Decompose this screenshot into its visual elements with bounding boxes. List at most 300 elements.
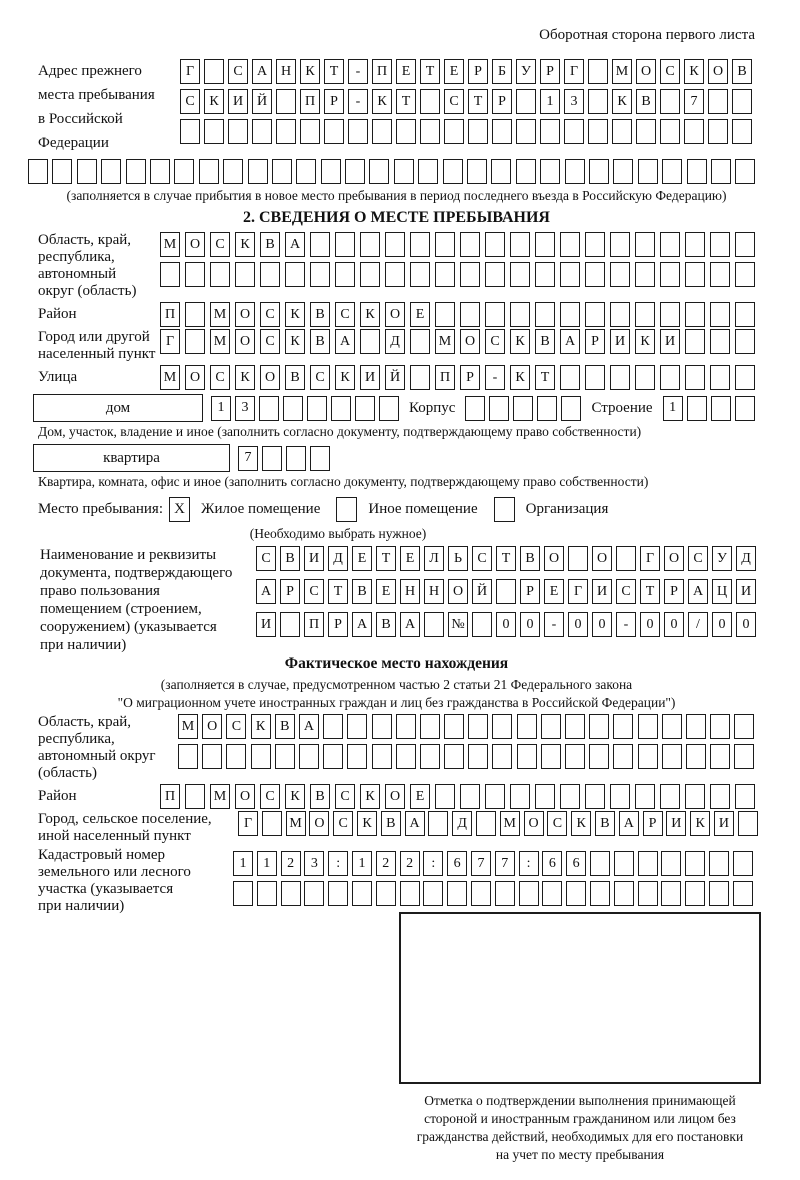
- char-cell: О: [235, 302, 255, 327]
- label-line: населенный пункт: [38, 346, 156, 362]
- char-cell: [235, 262, 255, 287]
- char-cell: [396, 714, 416, 739]
- char-cell: [276, 89, 296, 114]
- char-cell: [460, 232, 480, 257]
- char-cell: [687, 396, 707, 421]
- char-cell: 7: [471, 851, 491, 876]
- char-cell: И: [666, 811, 686, 836]
- char-cell: К: [285, 329, 305, 354]
- char-row-prev-address-3: [180, 119, 752, 144]
- char-cell: Н: [276, 59, 296, 84]
- char-cell: П: [304, 612, 324, 637]
- char-cell: [560, 232, 580, 257]
- char-cell: А: [688, 579, 708, 604]
- char-cell: [685, 784, 705, 809]
- char-cell: С: [485, 329, 505, 354]
- char-cell: Б: [492, 59, 512, 84]
- char-cell: [495, 881, 515, 906]
- char-cell: О: [592, 546, 612, 571]
- char-cell: [540, 119, 560, 144]
- char-cell: А: [335, 329, 355, 354]
- char-cell: К: [360, 302, 380, 327]
- char-cell: [233, 881, 253, 906]
- char-cell: О: [544, 546, 564, 571]
- char-cell: Р: [280, 579, 300, 604]
- char-cell: [492, 744, 512, 769]
- char-cell: [638, 881, 658, 906]
- char-cell: [252, 119, 272, 144]
- char-cell: [468, 119, 488, 144]
- char-cell: 6: [566, 851, 586, 876]
- char-cell: И: [592, 579, 612, 604]
- char-cell: 7: [238, 446, 258, 471]
- char-cell: А: [299, 714, 319, 739]
- char-row-prev-address-4: [28, 159, 755, 184]
- char-cell: [376, 881, 396, 906]
- char-cell: [560, 262, 580, 287]
- char-cell: [272, 159, 292, 184]
- char-cell: К: [251, 714, 271, 739]
- char-cell: [686, 714, 706, 739]
- label-line: республика,: [38, 249, 115, 265]
- char-cell: Т: [420, 59, 440, 84]
- char-cell: [732, 119, 752, 144]
- char-cell: [331, 396, 351, 421]
- char-row-actual-city: [238, 811, 758, 836]
- char-cell: [565, 159, 585, 184]
- city-block: [38, 329, 755, 363]
- char-cell: [684, 119, 704, 144]
- char-row-stroenie: [663, 396, 755, 421]
- char-cell: [660, 262, 680, 287]
- char-cell: В: [636, 89, 656, 114]
- char-cell: [410, 232, 430, 257]
- char-cell: Т: [640, 579, 660, 604]
- char-cell: П: [435, 365, 455, 390]
- char-cell: А: [352, 612, 372, 637]
- char-cell: [468, 714, 488, 739]
- char-cell: В: [310, 329, 330, 354]
- char-cell: [610, 232, 630, 257]
- char-cell: 1: [540, 89, 560, 114]
- char-cell: [471, 881, 491, 906]
- char-cell: [360, 232, 380, 257]
- char-row-street: [160, 365, 755, 390]
- char-cell: [485, 262, 505, 287]
- char-cell: Р: [492, 89, 512, 114]
- char-cell: О: [664, 546, 684, 571]
- char-cell: У: [516, 59, 536, 84]
- char-cell: [535, 784, 555, 809]
- label-line: при наличии): [40, 637, 127, 653]
- char-cell: [372, 744, 392, 769]
- char-cell: Г: [564, 59, 584, 84]
- char-cell: Н: [400, 579, 420, 604]
- char-cell: О: [708, 59, 728, 84]
- char-cell: Е: [544, 579, 564, 604]
- char-cell: [513, 396, 533, 421]
- other-premises-checkbox: [336, 497, 357, 522]
- char-cell: [585, 302, 605, 327]
- char-cell: [275, 744, 295, 769]
- char-cell: В: [535, 329, 555, 354]
- char-cell: [310, 232, 330, 257]
- char-cell: Д: [385, 329, 405, 354]
- char-cell: К: [360, 784, 380, 809]
- char-cell: [662, 714, 682, 739]
- char-cell: [610, 302, 630, 327]
- char-cell: -: [348, 59, 368, 84]
- house-row: [33, 394, 755, 422]
- char-cell: М: [286, 811, 306, 836]
- char-cell: Г: [238, 811, 258, 836]
- char-cell: С: [335, 784, 355, 809]
- char-cell: [174, 159, 194, 184]
- char-cell: [660, 784, 680, 809]
- char-cell: [335, 262, 355, 287]
- char-cell: [588, 89, 608, 114]
- stay-option-residential: [169, 497, 320, 522]
- char-cell: В: [260, 232, 280, 257]
- char-cell: А: [285, 232, 305, 257]
- char-cell: 1: [211, 396, 231, 421]
- char-row-region-1: [160, 232, 755, 257]
- char-cell: [28, 159, 48, 184]
- char-row-actual-region-2: [178, 744, 754, 769]
- char-cell: И: [228, 89, 248, 114]
- char-cell: [492, 119, 512, 144]
- char-cell: [335, 232, 355, 257]
- region-label: [38, 232, 160, 300]
- char-cell: [735, 365, 755, 390]
- char-row-prev-address-1: [180, 59, 752, 84]
- label-line: участка (указывается: [38, 881, 174, 897]
- stroenie-label: Строение: [591, 399, 653, 416]
- char-cell: [614, 851, 634, 876]
- char-cell: [476, 811, 496, 836]
- label-line: документа, подтверждающего: [40, 565, 233, 581]
- char-cell: В: [595, 811, 615, 836]
- actual-region-block: [38, 714, 755, 782]
- char-cell: К: [335, 365, 355, 390]
- char-cell: К: [571, 811, 591, 836]
- label-line: Область, край,: [38, 232, 132, 248]
- char-cell: [685, 881, 705, 906]
- char-cell: [472, 612, 492, 637]
- char-cell: [590, 851, 610, 876]
- char-cell: [565, 744, 585, 769]
- caption-line: гражданства действий, необходимых для его постановки: [416, 1129, 744, 1144]
- char-cell: С: [260, 784, 280, 809]
- prev-address-label: [38, 59, 180, 155]
- char-cell: Ц: [712, 579, 732, 604]
- street-block: [38, 365, 755, 390]
- char-cell: М: [612, 59, 632, 84]
- char-cell: [323, 714, 343, 739]
- char-cell: [223, 159, 243, 184]
- char-cell: 0: [520, 612, 540, 637]
- char-cell: Й: [472, 579, 492, 604]
- char-cell: [685, 851, 705, 876]
- char-cell: [410, 262, 430, 287]
- label-line: автономный округ: [38, 748, 156, 764]
- organization-checkbox: [494, 497, 515, 522]
- korpus-label: Корпус: [409, 399, 456, 416]
- char-cell: 2: [281, 851, 301, 876]
- label-line: Наименование и реквизиты: [40, 547, 217, 563]
- stay-option-other: [336, 497, 477, 522]
- char-cell: [510, 784, 530, 809]
- caption-line: на учет по месту пребывания: [495, 1147, 665, 1162]
- char-cell: [732, 89, 752, 114]
- region-block: [38, 232, 755, 300]
- char-cell: [685, 302, 705, 327]
- char-cell: У: [712, 546, 732, 571]
- caption-line: (заполняется в случае, предусмотренном частью 2 статьи 21 Федерального закона: [160, 677, 633, 692]
- char-cell: П: [160, 302, 180, 327]
- char-row-document-2: [256, 579, 756, 604]
- char-cell: С: [660, 59, 680, 84]
- char-cell: И: [256, 612, 276, 637]
- char-cell: С: [226, 714, 246, 739]
- char-cell: [424, 612, 444, 637]
- char-cell: И: [304, 546, 324, 571]
- actual-location-title: Фактическое место нахождения: [284, 655, 509, 672]
- char-cell: [180, 119, 200, 144]
- char-cell: [150, 159, 170, 184]
- char-cell: [585, 365, 605, 390]
- char-cell: [710, 329, 730, 354]
- char-cell: В: [275, 714, 295, 739]
- char-cell: [535, 302, 555, 327]
- char-cell: С: [304, 579, 324, 604]
- label-line: автономный: [38, 266, 117, 282]
- char-cell: [262, 446, 282, 471]
- char-cell: [685, 329, 705, 354]
- label-line: округ (область): [38, 283, 137, 299]
- char-cell: [307, 396, 327, 421]
- char-cell: [638, 744, 658, 769]
- char-cell: Р: [643, 811, 663, 836]
- char-cell: [420, 714, 440, 739]
- prev-address-rows: [180, 59, 752, 144]
- char-cell: Р: [585, 329, 605, 354]
- char-cell: [710, 232, 730, 257]
- char-cell: Р: [664, 579, 684, 604]
- actual-city-block: [38, 811, 755, 845]
- char-row-cadastre-1: [233, 851, 753, 876]
- char-cell: 2: [400, 851, 420, 876]
- char-cell: [379, 396, 399, 421]
- char-cell: [355, 396, 375, 421]
- char-cell: Д: [328, 546, 348, 571]
- char-cell: [710, 714, 730, 739]
- char-cell: [735, 302, 755, 327]
- apartment-row: [33, 444, 755, 472]
- char-cell: [444, 744, 464, 769]
- char-cell: Т: [468, 89, 488, 114]
- char-cell: [489, 396, 509, 421]
- char-cell: [420, 744, 440, 769]
- char-cell: [612, 119, 632, 144]
- char-cell: 6: [542, 851, 562, 876]
- char-cell: [537, 396, 557, 421]
- char-cell: [248, 159, 268, 184]
- char-cell: И: [660, 329, 680, 354]
- section2-title: 2. СВЕДЕНИЯ О МЕСТЕ ПРЕБЫВАНИЯ: [243, 209, 550, 226]
- char-cell: 0: [568, 612, 588, 637]
- char-cell: [734, 714, 754, 739]
- document-label: [38, 546, 256, 654]
- char-row-actual-region-1: [178, 714, 754, 739]
- char-cell: 0: [592, 612, 612, 637]
- char-cell: М: [210, 302, 230, 327]
- char-cell: [435, 784, 455, 809]
- label-line: Область, край,: [38, 714, 132, 730]
- char-cell: [638, 714, 658, 739]
- char-cell: [708, 89, 728, 114]
- char-cell: [711, 396, 731, 421]
- char-cell: С: [260, 302, 280, 327]
- char-cell: С: [547, 811, 567, 836]
- char-cell: [735, 396, 755, 421]
- char-cell: [660, 365, 680, 390]
- char-cell: В: [285, 365, 305, 390]
- char-cell: О: [202, 714, 222, 739]
- district-label: Район: [38, 306, 77, 322]
- char-cell: [296, 159, 316, 184]
- char-cell: В: [352, 579, 372, 604]
- char-cell: [733, 851, 753, 876]
- char-cell: 0: [664, 612, 684, 637]
- char-cell: [738, 811, 758, 836]
- char-cell: К: [300, 59, 320, 84]
- char-cell: [616, 546, 636, 571]
- char-cell: К: [235, 365, 255, 390]
- char-cell: [460, 302, 480, 327]
- char-cell: [541, 714, 561, 739]
- char-cell: [283, 396, 303, 421]
- char-cell: А: [256, 579, 276, 604]
- char-cell: [588, 119, 608, 144]
- caption-line: Отметка о подтверждении выполнения принимающей: [424, 1093, 736, 1108]
- char-cell: :: [423, 851, 443, 876]
- char-cell: С: [616, 579, 636, 604]
- char-cell: [52, 159, 72, 184]
- char-cell: [423, 881, 443, 906]
- label-line: Адрес прежнего: [38, 63, 142, 79]
- char-cell: /: [688, 612, 708, 637]
- char-cell: О: [460, 329, 480, 354]
- char-cell: О: [385, 302, 405, 327]
- char-cell: [178, 744, 198, 769]
- char-row-prev-address-2: [180, 89, 752, 114]
- char-cell: П: [300, 89, 320, 114]
- char-cell: [394, 159, 414, 184]
- char-cell: Т: [328, 579, 348, 604]
- label-line: иной населенный пункт: [38, 828, 191, 844]
- char-cell: [710, 262, 730, 287]
- label-line: Федерации: [38, 135, 109, 151]
- char-cell: К: [690, 811, 710, 836]
- char-cell: -: [544, 612, 564, 637]
- char-cell: Д: [736, 546, 756, 571]
- char-cell: [635, 784, 655, 809]
- char-row-cadastre-2: [233, 881, 753, 906]
- organization-label: Организация: [525, 500, 609, 517]
- char-cell: К: [204, 89, 224, 114]
- char-cell: [304, 881, 324, 906]
- char-cell: [662, 744, 682, 769]
- char-cell: [710, 302, 730, 327]
- actual-district-label: Район: [38, 788, 77, 804]
- house-label-box: дом: [33, 394, 203, 422]
- char-cell: [352, 881, 372, 906]
- char-cell: О: [185, 365, 205, 390]
- char-cell: 7: [495, 851, 515, 876]
- char-cell: Д: [452, 811, 472, 836]
- char-cell: [635, 365, 655, 390]
- char-cell: М: [500, 811, 520, 836]
- label-line: республика,: [38, 731, 115, 747]
- char-cell: [660, 89, 680, 114]
- char-cell: [410, 329, 430, 354]
- char-cell: П: [372, 59, 392, 84]
- char-cell: [636, 119, 656, 144]
- apartment-caption: Квартира, комната, офис и иное (заполнить согласно документу, подтверждающему право собственности): [38, 474, 649, 489]
- header-note: Оборотная сторона первого листа: [539, 27, 755, 43]
- char-cell: [510, 232, 530, 257]
- char-cell: [257, 881, 277, 906]
- char-cell: [687, 159, 707, 184]
- char-cell: О: [235, 784, 255, 809]
- char-cell: [638, 851, 658, 876]
- char-cell: [535, 262, 555, 287]
- char-cell: [460, 784, 480, 809]
- char-cell: [590, 881, 610, 906]
- char-cell: М: [178, 714, 198, 739]
- char-cell: :: [328, 851, 348, 876]
- char-cell: [588, 59, 608, 84]
- char-cell: С: [688, 546, 708, 571]
- char-cell: [492, 714, 512, 739]
- char-cell: Т: [376, 546, 396, 571]
- street-label: Улица: [38, 369, 78, 385]
- char-cell: [204, 119, 224, 144]
- residential-label: Жилое помещение: [201, 500, 321, 517]
- char-cell: [160, 262, 180, 287]
- char-cell: [589, 714, 609, 739]
- char-cell: [400, 881, 420, 906]
- char-cell: Г: [640, 546, 660, 571]
- caption-line: "О миграционном учете иностранных граждан и лиц без гражданства в Российской Федерации"): [117, 695, 676, 710]
- char-cell: [385, 262, 405, 287]
- label-line: места пребывания: [38, 87, 155, 103]
- char-cell: В: [381, 811, 401, 836]
- char-cell: -: [616, 612, 636, 637]
- char-cell: [686, 744, 706, 769]
- char-cell: М: [210, 784, 230, 809]
- char-cell: [710, 365, 730, 390]
- char-cell: [610, 262, 630, 287]
- district-block: [38, 302, 755, 327]
- char-cell: С: [444, 89, 464, 114]
- char-cell: Г: [180, 59, 200, 84]
- char-cell: О: [448, 579, 468, 604]
- char-cell: Ь: [448, 546, 468, 571]
- char-cell: №: [448, 612, 468, 637]
- char-cell: Й: [385, 365, 405, 390]
